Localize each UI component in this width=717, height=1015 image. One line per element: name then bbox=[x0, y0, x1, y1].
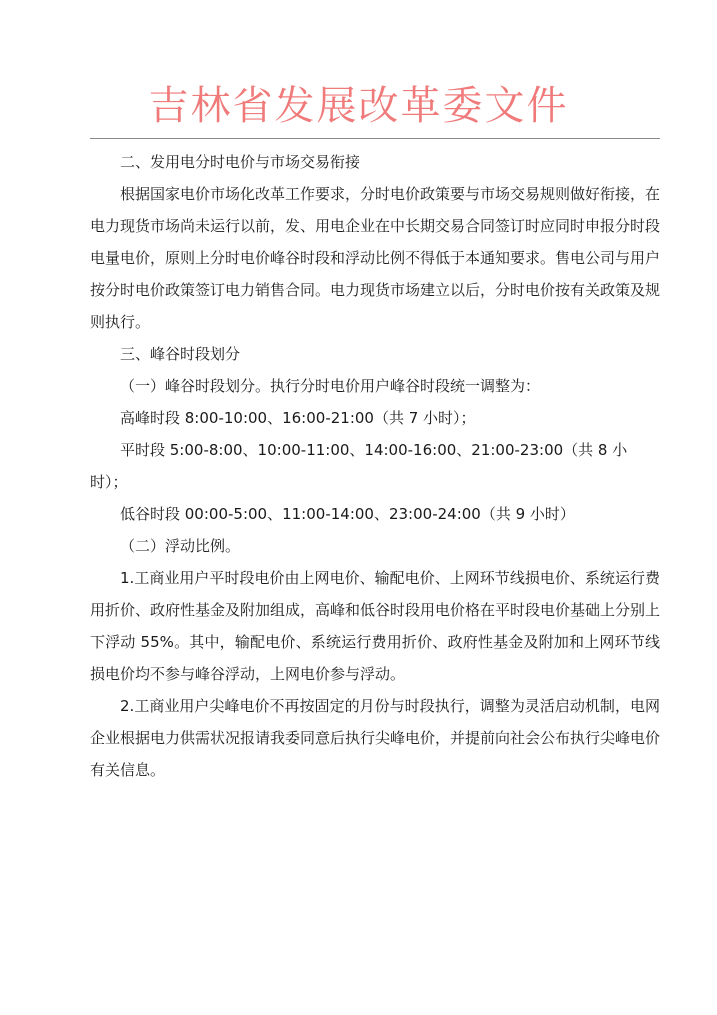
section-heading-3: 三、峰谷时段划分 bbox=[120, 345, 241, 363]
valley-period-line: 低谷时段 00:00-5:00、11:00-14:00、23:00-24:00（共 9 小时） bbox=[120, 505, 575, 523]
flat-period-line: 平时段 5:00-8:00、10:00-11:00、14:00-16:00、21:00-23:00（共 8 小时）； bbox=[90, 441, 628, 491]
paragraph-market-linkage: 根据国家电价市场化改革工作要求，分时电价政策要与市场交易规则做好衔接，在电力现货市场尚未运行以前，发、用电企业在中长期交易合同签订时应同时申报分时段电量电价，原则上分时电价峰谷时段和浮动比例不得低于本通知要求。售电公司与用户按分时电价政策签订电力销售合同。电力现货市场建立以后，分时电价按有关政策及规则执行。 bbox=[90, 185, 661, 331]
peak-period-line: 高峰时段 8:00-10:00、16:00-21:00（共 7 小时）； bbox=[120, 409, 476, 427]
subheading-period-division: （一）峰谷时段划分。执行分时电价用户峰谷时段统一调整为： bbox=[120, 377, 541, 395]
header-divider bbox=[90, 138, 660, 139]
section-heading-2: 二、发用电分时电价与市场交易衔接 bbox=[120, 153, 361, 171]
subheading-floating-ratio: （二）浮动比例。 bbox=[120, 537, 241, 555]
document-header-title: 吉林省发展改革委文件 bbox=[148, 83, 569, 129]
paragraph-peak-pricing: 2.工商业用户尖峰电价不再按固定的月份与时段执行，调整为灵活启动机制，电网企业根据电力供需状况报请我委同意后执行尖峰电价，并提前向社会公布执行尖峰电价有关信息。 bbox=[90, 697, 661, 779]
paragraph-commercial-pricing: 1.工商业用户平时段电价由上网电价、输配电价、上网环节线损电价、系统运行费用折价、政府性基金及附加组成，高峰和低谷时段用电价格在平时段电价基础上分别上下浮动 55%。其中，输配电价、系统运行费用折价、政府性基金及附加和上网环节线损电价均不参与峰谷浮动，上网电价参与浮动。 bbox=[90, 569, 661, 683]
document-body bbox=[90, 146, 660, 786]
